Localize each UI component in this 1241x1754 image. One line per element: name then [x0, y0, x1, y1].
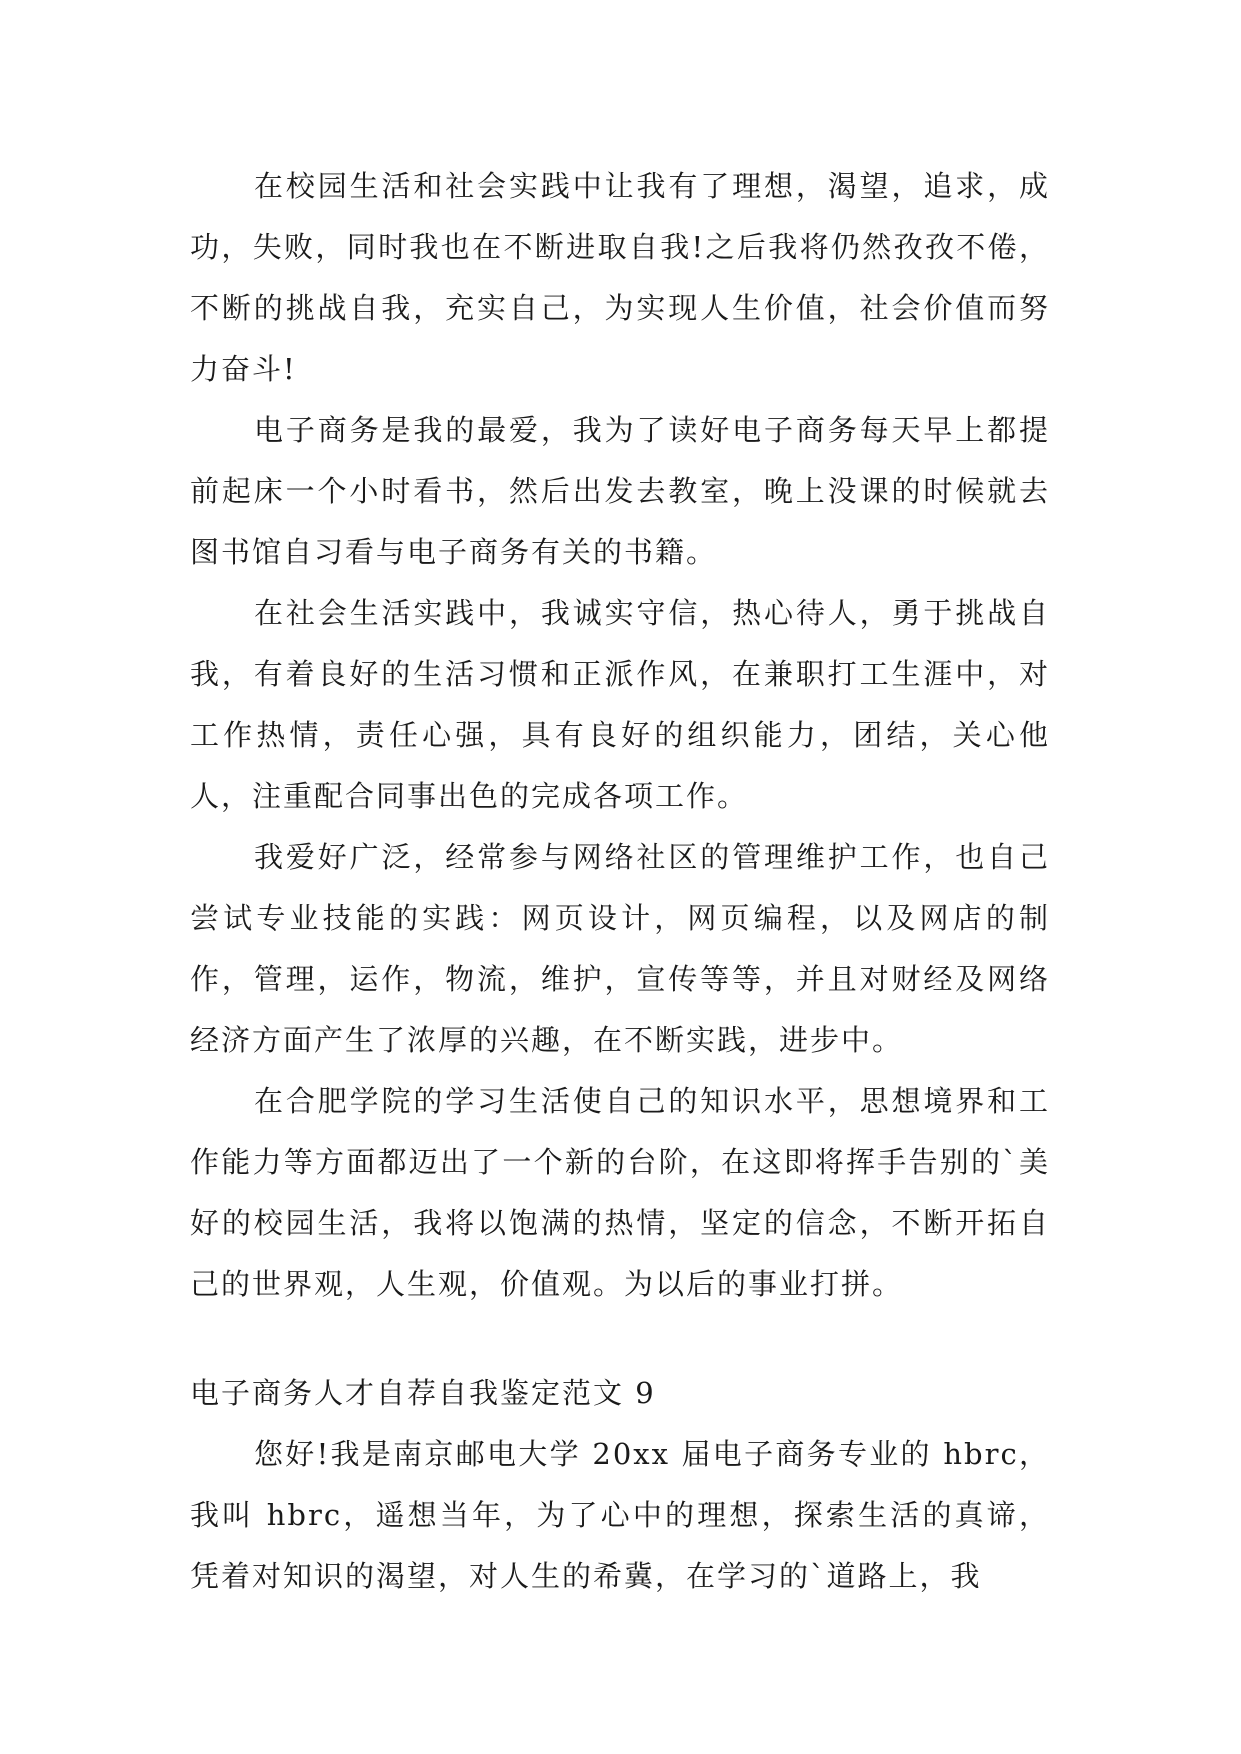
- document-body: [190, 156, 1050, 1607]
- paragraph-hobbies: 我爱好广泛，经常参与网络社区的管理维护工作，也自己尝试专业技能的实践：网页设计，网页编程，以及网店的制作，管理，运作，物流，维护，宣传等等，并且对财经及网络经济方面产生了浓厚的兴趣，在不断实践，进步中。: [190, 840, 1050, 1057]
- section-gap: [190, 1315, 1050, 1363]
- paragraph-hefei-study: 在合肥学院的学习生活使自己的知识水平，思想境界和工作能力等方面都迈出了一个新的台阶，在这即将挥手告别的`美好的校园生活，我将以饱满的热情，坚定的信念，不断开拓自己的世界观，人生观，价值观。为以后的事业打拼。: [190, 1084, 1050, 1301]
- paragraph-ecommerce-love: 电子商务是我的最爱，我为了读好电子商务每天早上都提前起床一个小时看书，然后出发去教室，晚上没课的时候就去图书馆自习看与电子商务有关的书籍。: [190, 413, 1050, 569]
- paragraph-greeting: 您好!我是南京邮电大学 20xx 届电子商务专业的 hbrc，我叫 hbrc，遥想当年，为了心中的理想，探索生活的真谛，凭着对知识的渴望，对人生的希冀，在学习的`道路上，我: [190, 1437, 1050, 1593]
- section-heading: 电子商务人才自荐自我鉴定范文 9: [190, 1376, 656, 1410]
- paragraph-social-practice: 在社会生活实践中，我诚实守信，热心待人，勇于挑战自我，有着良好的生活习惯和正派作风，在兼职打工生涯中，对工作热情，责任心强，具有良好的组织能力，团结，关心他人，注重配合同事出色的完成各项工作。: [190, 596, 1050, 813]
- paragraph-campus-ideals: 在校园生活和社会实践中让我有了理想，渴望，追求，成功，失败，同时我也在不断进取自我!之后我将仍然孜孜不倦，不断的挑战自我，充实自己，为实现人生价值，社会价值而努力奋斗!: [190, 169, 1050, 386]
